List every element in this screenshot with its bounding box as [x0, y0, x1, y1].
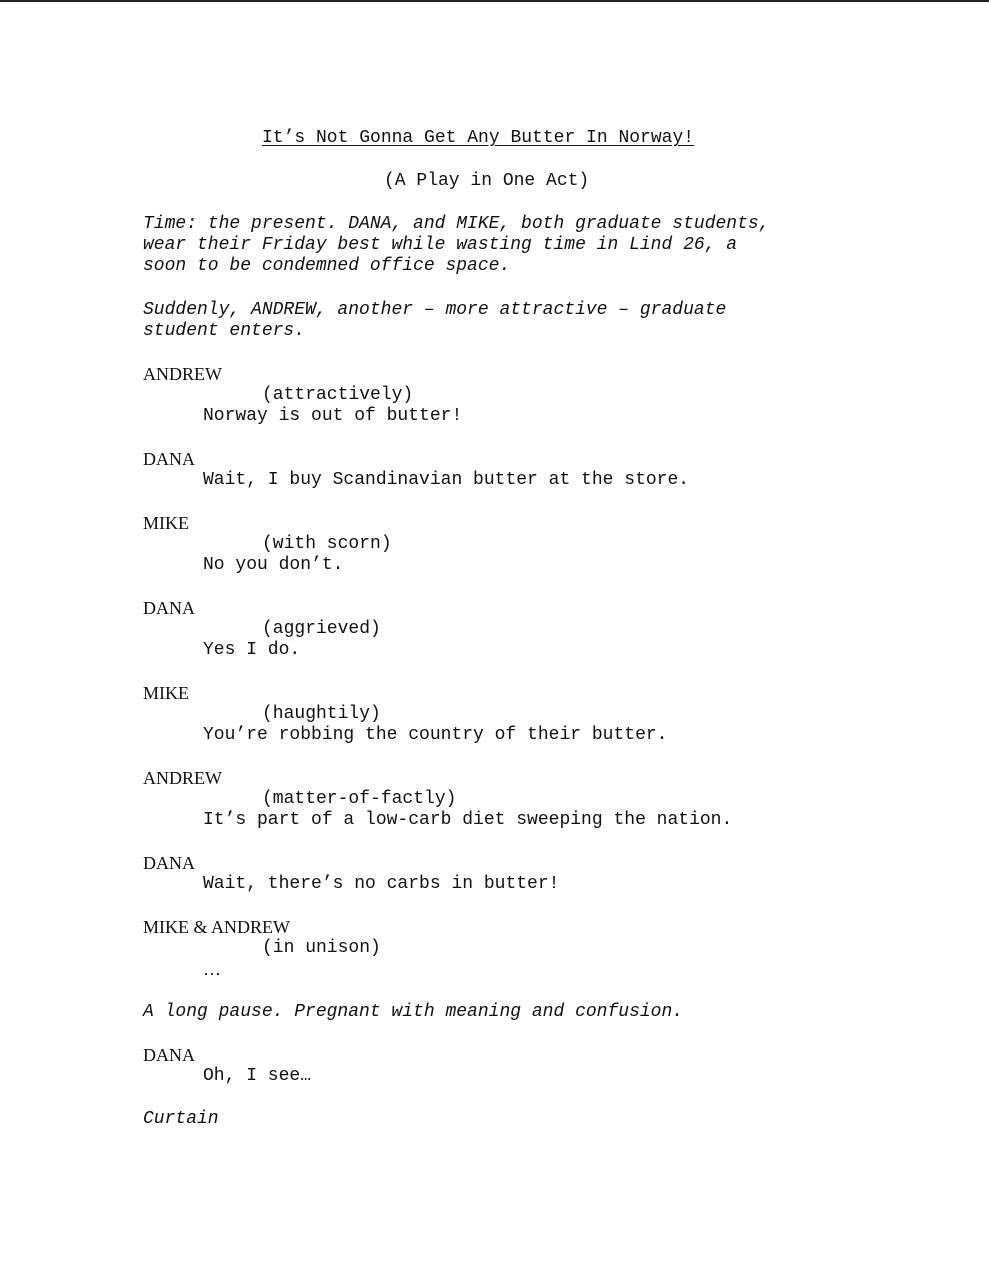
speaker-name: DANA — [143, 1045, 195, 1065]
curtain-direction: Curtain — [143, 1109, 219, 1129]
dialogue-line: You’re robbing the country of their butter. — [203, 725, 668, 745]
parenthetical: (with scorn) — [262, 534, 392, 554]
dialogue-line: … — [203, 959, 221, 979]
dialogue-line: Norway is out of butter! — [203, 406, 463, 426]
entrance-direction-line: Suddenly, ANDREW, another – more attractive – graduate — [143, 300, 727, 320]
dialogue-line: No you don’t. — [203, 555, 344, 575]
parenthetical: (aggrieved) — [262, 619, 381, 639]
speaker-name: DANA — [143, 449, 195, 469]
dialogue-line: Wait, I buy Scandinavian butter at the store. — [203, 470, 690, 490]
speaker-name: ANDREW — [143, 768, 222, 788]
speaker-name: ANDREW — [143, 364, 222, 384]
dialogue-line: Yes I do. — [203, 640, 301, 660]
parenthetical: (haughtily) — [262, 704, 381, 724]
parenthetical: (attractively) — [262, 385, 414, 405]
speaker-name: DANA — [143, 598, 195, 618]
speaker-name: MIKE & ANDREW — [143, 917, 290, 937]
dialogue-line: Wait, there’s no carbs in butter! — [203, 874, 560, 894]
speaker-name: MIKE — [143, 513, 189, 533]
play-title: It’s Not Gonna Get Any Butter In Norway! — [262, 128, 695, 148]
dialogue-line: Oh, I see… — [203, 1066, 312, 1086]
scene-direction-line: wear their Friday best while wasting time in Lind 26, a — [143, 235, 738, 255]
pause-direction: A long pause. Pregnant with meaning and confusion. — [143, 1002, 684, 1022]
play-subtitle: (A Play in One Act) — [384, 171, 590, 191]
parenthetical: (in unison) — [262, 938, 381, 958]
scene-direction-line: soon to be condemned office space. — [143, 256, 511, 276]
parenthetical: (matter-of-factly) — [262, 789, 457, 809]
speaker-name: DANA — [143, 853, 195, 873]
entrance-direction-line: student enters. — [143, 321, 306, 341]
speaker-name: MIKE — [143, 683, 189, 703]
dialogue-line: It’s part of a low-carb diet sweeping the nation. — [203, 810, 733, 830]
scene-direction-line: Time: the present. DANA, and MIKE, both graduate students, — [143, 214, 770, 234]
